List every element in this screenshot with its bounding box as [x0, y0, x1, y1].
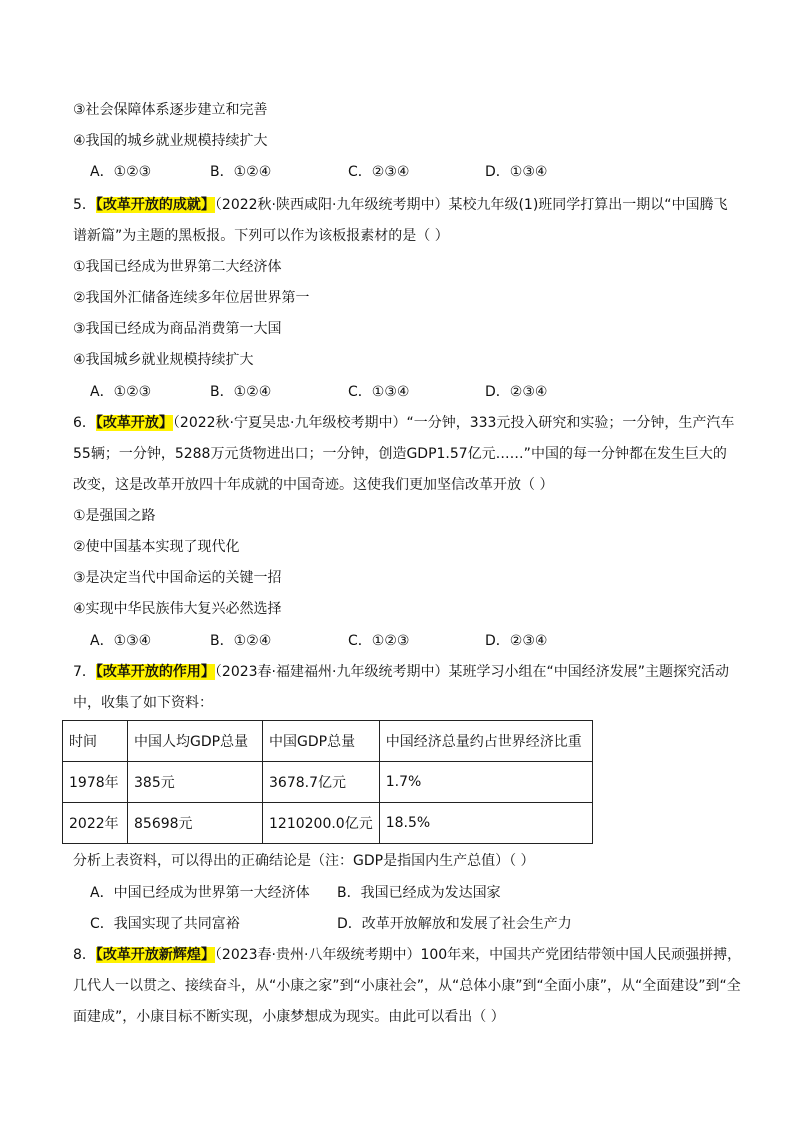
q6-option-b[interactable]: B．①②④ — [210, 633, 272, 649]
q6-option-a[interactable]: A．①③④ — [90, 633, 152, 649]
table-cell: 2022年 — [63, 803, 128, 844]
q4-item-3: ③社会保障体系逐步建立和完善 — [73, 102, 268, 118]
q5-source: （2022秋·陕西咸阳·九年级统考期中） — [214, 197, 449, 213]
q5-item-3: ③我国已经成为商品消费第一大国 — [73, 321, 282, 337]
table-cell: 85698元 — [128, 803, 263, 844]
q7-stem-text-1: 某班学习小组在“中国经济发展”主题探究活动 — [448, 664, 729, 680]
q6-stem-line-3: 改变，这是改革开放四十年成就的中国奇迹。这使我们更加坚信改革开放（ ） — [73, 477, 554, 493]
q6-source: （2022秋·宁夏吴忠·九年级校考期中） — [172, 415, 407, 431]
q4-option-b[interactable]: B．①②④ — [210, 164, 272, 180]
q4-item-4: ④我国的城乡就业规模持续扩大 — [73, 133, 268, 149]
q8-topic-tag: 【改革开放新辉煌】 — [95, 947, 215, 963]
q6-topic-tag: 【改革开放】 — [95, 415, 173, 431]
q8-stem-line-2: 几代人一以贯之、接续奋斗，从“小康之家”到“小康社会”，从“总体小康”到“全面小康”，从“全面建设”到“全 — [73, 978, 741, 994]
table-header: 中国经济总量约占世界经济比重 — [379, 721, 592, 762]
q6-item-4: ④实现中华民族伟大复兴必然选择 — [73, 601, 282, 617]
q6-stem — [73, 413, 734, 433]
q7-source: （2023春·福建福州·九年级统考期中） — [214, 664, 449, 680]
q4-option-d[interactable]: D．①③④ — [485, 164, 548, 180]
q7-topic-tag: 【改革开放的作用】 — [95, 664, 215, 680]
q7-question: 分析上表资料，可以得出的正确结论是（注：GDP是指国内生产总值）（ ） — [73, 853, 535, 869]
q5-option-d[interactable]: D．②③④ — [485, 384, 548, 400]
q7-option-b[interactable]: B．我国已经成为发达国家 — [337, 885, 501, 901]
q5-stem — [73, 195, 728, 215]
q8-stem-text-1: 100年来，中国共产党团结带领中国人民顽强拼搏， — [420, 947, 742, 963]
q6-stem-text-1: “一分钟，333元投入研究和实验；一分钟，生产汽车 — [406, 415, 735, 431]
q4-option-a[interactable]: A．①②③ — [90, 164, 152, 180]
q8-stem-line-3: 面建成”，小康目标不断实现，小康梦想成为现实。由此可以看出（ ） — [73, 1009, 505, 1025]
q6-item-3: ③是决定当代中国命运的关键一招 — [73, 570, 282, 586]
table-cell: 3678.7亿元 — [263, 762, 380, 803]
q5-topic-tag: 【改革开放的成就】 — [95, 197, 215, 213]
q5-stem-line-2: 谱新篇”为主题的黑板报。下列可以作为该板报素材的是（ ） — [73, 228, 449, 244]
q7-option-d[interactable]: D．改革开放解放和发展了社会生产力 — [337, 916, 572, 932]
q7-stem-line-2: 中，收集了如下资料： — [73, 695, 213, 711]
q8-source: （2023春·贵州·八年级统考期中） — [214, 947, 421, 963]
q8-number: 8． — [73, 947, 96, 963]
q8-stem — [73, 945, 741, 965]
q7-stem — [73, 662, 729, 682]
table-row — [63, 762, 593, 803]
q6-item-1: ①是强国之路 — [73, 508, 156, 524]
q5-item-4: ④我国城乡就业规模持续扩大 — [73, 352, 254, 368]
q5-number: 5． — [73, 197, 96, 213]
q5-item-2: ②我国外汇储备连续多年位居世界第一 — [73, 290, 310, 306]
q5-option-a[interactable]: A．①②③ — [90, 384, 152, 400]
q7-number: 7． — [73, 664, 96, 680]
q5-item-1: ①我国已经成为世界第二大经济体 — [73, 259, 282, 275]
table-cell: 1978年 — [63, 762, 128, 803]
q7-option-a[interactable]: A．中国已经成为世界第一大经济体 — [90, 885, 310, 901]
table-header: 中国GDP总量 — [263, 721, 380, 762]
table-header-row — [63, 721, 593, 762]
table-cell: 385元 — [128, 762, 263, 803]
q6-item-2: ②使中国基本实现了现代化 — [73, 539, 240, 555]
table-header: 中国人均GDP总量 — [128, 721, 263, 762]
table-row — [63, 803, 593, 844]
table-cell: 18.5% — [379, 803, 592, 844]
q6-stem-line-2: 55辆；一分钟，5288万元货物进出口；一分钟，创造GDP1.57亿元……”中国的每一分钟都在发生巨大的 — [73, 446, 727, 462]
table-cell: 1.7% — [379, 762, 592, 803]
table-header: 时间 — [63, 721, 128, 762]
gdp-table — [62, 720, 593, 844]
q6-option-d[interactable]: D．②③④ — [485, 633, 548, 649]
q4-option-c[interactable]: C．②③④ — [348, 164, 410, 180]
q6-option-c[interactable]: C．①②③ — [348, 633, 410, 649]
table-cell: 1210200.0亿元 — [263, 803, 380, 844]
q6-number: 6． — [73, 415, 96, 431]
q5-option-b[interactable]: B．①②④ — [210, 384, 272, 400]
q5-stem-text-1: 某校九年级(1)班同学打算出一期以“中国腾飞 — [448, 197, 728, 213]
q7-option-c[interactable]: C．我国实现了共同富裕 — [90, 916, 240, 932]
q5-option-c[interactable]: C．①③④ — [348, 384, 410, 400]
